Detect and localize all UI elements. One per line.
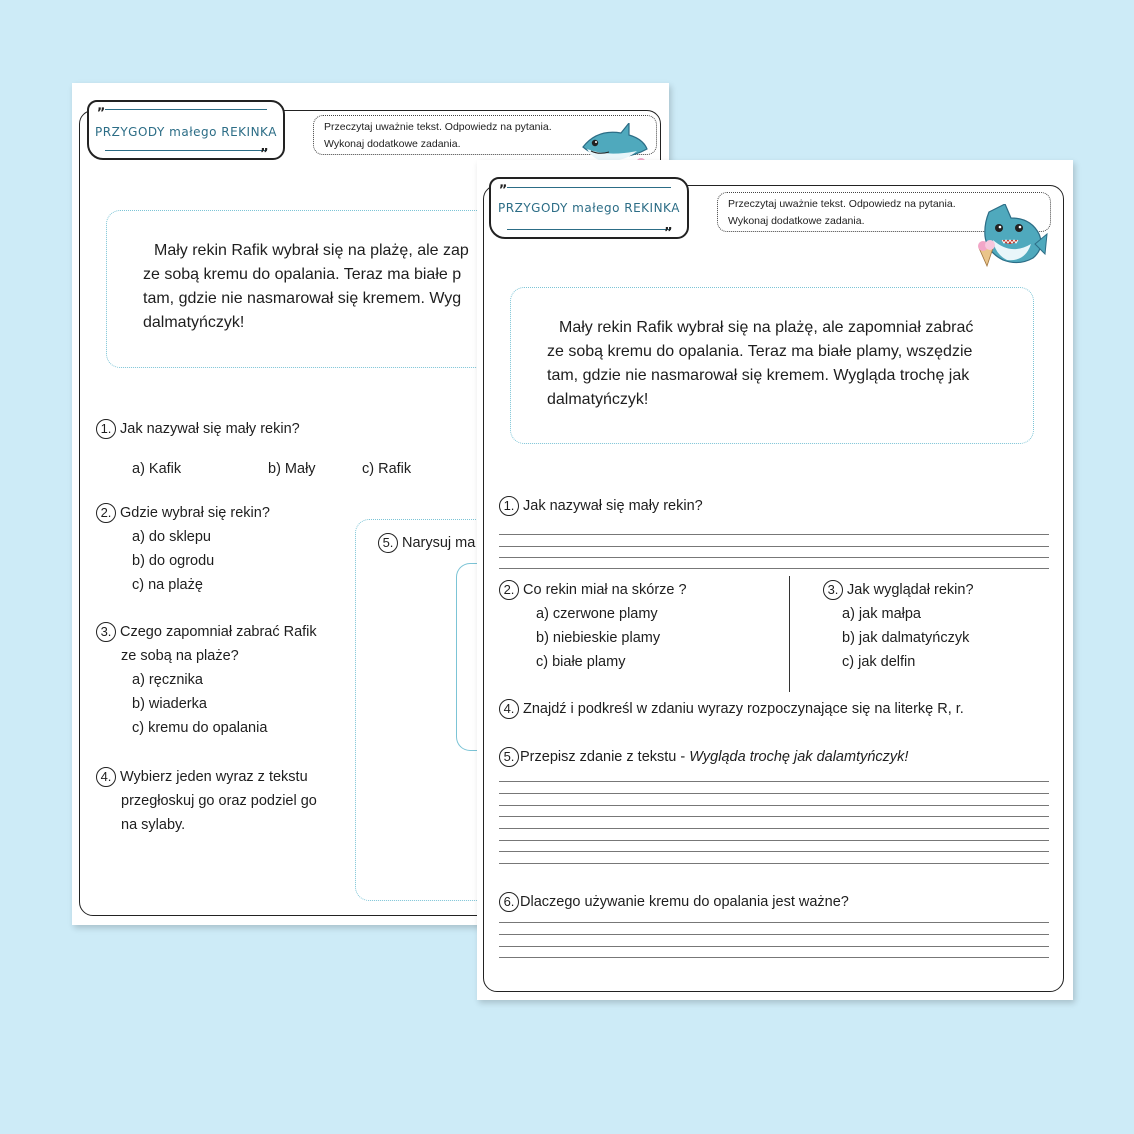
question-2: [96, 503, 270, 523]
story-line-2: ze sobą kremu do opalania. Teraz ma białe plamy, wszędzie: [547, 343, 973, 360]
writing-line[interactable]: [499, 534, 1049, 535]
quote-open: „: [499, 176, 509, 191]
writing-line[interactable]: [499, 793, 1049, 794]
question-text-continued: przegłoskuj go oraz podziel go: [121, 793, 317, 809]
instruction-line-2: Wykonaj dodatkowe zadania.: [324, 138, 461, 150]
quoted-sentence: Wygląda trochę jak dalamtyńczyk!: [689, 748, 909, 765]
question-5: [378, 531, 475, 556]
question-6: [499, 892, 849, 912]
answer-option[interactable]: a) do sklepu: [132, 529, 211, 545]
question-number: 2.: [96, 503, 116, 523]
question-text: Jak wyglądał rekin?: [847, 581, 974, 598]
question-text: Jak nazywał się mały rekin?: [523, 497, 703, 514]
story-line-3: tam, gdzie nie nasmarował się kremem. Wyg: [143, 290, 462, 307]
story-line-1: Mały rekin Rafik wybrał się na plażę, ale zap: [154, 242, 469, 259]
instruction-line-1: Przeczytaj uważnie tekst. Odpowiedz na pytania.: [728, 198, 956, 210]
column-divider: [789, 576, 790, 692]
writing-line[interactable]: [499, 828, 1049, 829]
writing-line[interactable]: [499, 557, 1049, 558]
question-3: [96, 622, 317, 642]
writing-line[interactable]: [499, 816, 1049, 817]
question-3: [823, 580, 974, 600]
story-line-4: dalmatyńczyk!: [547, 391, 649, 408]
question-number: 6.: [499, 892, 519, 912]
worksheet-title: PRZYGODY małego REKINKA: [95, 125, 277, 139]
question-text-continued: na sylaby.: [121, 817, 186, 833]
answer-option[interactable]: b) wiaderka: [132, 696, 207, 712]
writing-line[interactable]: [499, 957, 1049, 958]
story-box: [510, 287, 1034, 444]
question-number: 3.: [96, 622, 116, 642]
question-number: 1.: [499, 496, 519, 516]
worksheet-front: [477, 160, 1073, 1000]
question-number: 1.: [96, 419, 116, 439]
writing-line[interactable]: [499, 805, 1049, 806]
writing-line[interactable]: [499, 851, 1049, 852]
question-text: Narysuj ma: [402, 535, 476, 551]
writing-line[interactable]: [499, 934, 1049, 935]
writing-line[interactable]: [499, 840, 1049, 841]
question-number: 4.: [499, 699, 519, 719]
answer-option[interactable]: b) jak dalmatyńczyk: [842, 630, 970, 646]
answer-option[interactable]: c) na plażę: [132, 577, 203, 593]
title-badge: [87, 100, 285, 160]
writing-line[interactable]: [499, 946, 1049, 947]
shark-mascot-icon: [975, 204, 1049, 272]
question-text: Czego zapomniał zabrać Rafik: [120, 623, 317, 640]
question-1: [499, 496, 703, 516]
question-text: Przepisz zdanie z tekstu -: [520, 748, 690, 765]
story-line-1: Mały rekin Rafik wybrał się na plażę, ale zapomniał zabrać: [559, 319, 974, 336]
question-text: Co rekin miał na skórze ?: [523, 581, 687, 598]
answer-option[interactable]: a) Kafik: [132, 461, 182, 477]
question-text: Wybierz jeden wyraz z tekstu: [120, 768, 308, 785]
instruction-line-1: Przeczytaj uważnie tekst. Odpowiedz na pytania.: [324, 121, 552, 133]
writing-line[interactable]: [499, 568, 1049, 569]
writing-line[interactable]: [499, 781, 1049, 782]
answer-option[interactable]: a) czerwone plamy: [536, 606, 658, 622]
question-2: [499, 580, 687, 600]
question-4: [96, 767, 308, 787]
answer-option[interactable]: a) jak małpa: [842, 606, 921, 622]
question-text: Gdzie wybrał się rekin?: [120, 504, 270, 521]
instruction-line-2: Wykonaj dodatkowe zadania.: [728, 215, 865, 227]
writing-line[interactable]: [499, 546, 1049, 547]
story-line-2: ze sobą kremu do opalania. Teraz ma białe p: [143, 266, 462, 283]
question-number: 5.: [499, 747, 519, 767]
quote-close: ”: [259, 147, 269, 162]
question-number: 4.: [96, 767, 116, 787]
question-5: [499, 747, 908, 767]
answer-option[interactable]: c) Rafik: [362, 461, 412, 477]
question-number: 3.: [823, 580, 843, 600]
story-line-3: tam, gdzie nie nasmarował się kremem. Wygląda trochę jak: [547, 367, 970, 384]
story-line-4: dalmatyńczyk!: [143, 314, 245, 331]
question-number: 2.: [499, 580, 519, 600]
question-4: [499, 699, 964, 719]
question-text: Dlaczego używanie kremu do opalania jest ważne?: [520, 893, 849, 910]
worksheet-title: PRZYGODY małego REKINKA: [498, 201, 680, 215]
title-badge: [489, 177, 689, 239]
quote-open: „: [97, 99, 107, 114]
question-text-continued: ze sobą na plaże?: [121, 648, 239, 664]
question-number: 5.: [378, 533, 398, 553]
answer-option[interactable]: a) ręcznika: [132, 672, 203, 688]
answer-option[interactable]: b) niebieskie plamy: [536, 630, 661, 646]
question-text: Znajdź i podkreśl w zdaniu wyrazy rozpoczynające się na literkę R, r.: [523, 700, 964, 717]
answer-option[interactable]: b) do ogrodu: [132, 553, 215, 569]
question-text: Jak nazywał się mały rekin?: [120, 420, 300, 437]
writing-line[interactable]: [499, 863, 1049, 864]
answer-option[interactable]: c) jak delfin: [842, 654, 916, 670]
answer-option[interactable]: b) Mały: [268, 461, 316, 477]
answer-option[interactable]: c) kremu do opalania: [132, 720, 268, 736]
quote-close: ”: [663, 226, 673, 241]
question-1: [96, 419, 300, 439]
writing-line[interactable]: [499, 922, 1049, 923]
answer-option[interactable]: c) białe plamy: [536, 654, 626, 670]
